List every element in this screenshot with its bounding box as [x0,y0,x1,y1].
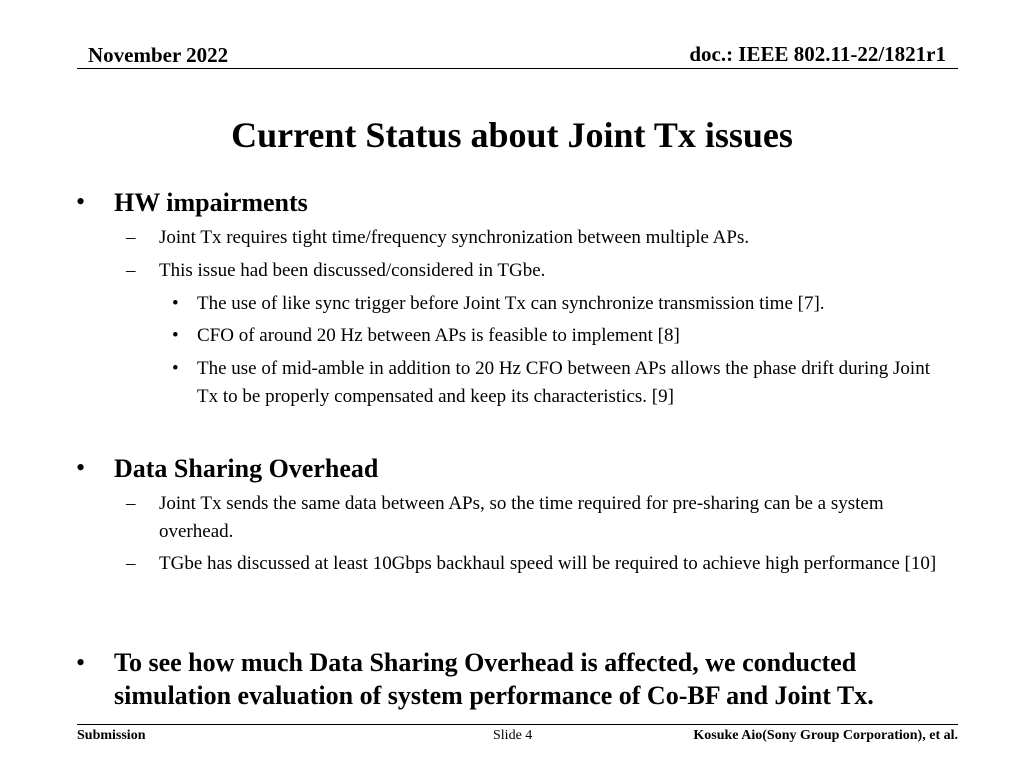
dash-marker: – [126,260,136,281]
subitem-sync-trigger: The use of like sync trigger before Joint Tx can synchronize transmission time [7]. [197,293,825,314]
section-heading-simulation-evaluation: To see how much Data Sharing Overhead is affected, we conducted simulation evaluation of system performance of Co-BF and Joint Tx. [114,648,874,710]
subitem-cfo: CFO of around 20 Hz between APs is feasible to implement [8] [197,325,680,346]
item-sync-requirement: Joint Tx requires tight time/frequency synchronization between multiple APs. [159,227,750,248]
item-tgbe-discussion: This issue had been discussed/considered in TGbe. [159,260,546,281]
subitem-mid-amble: The use of mid-amble in addition to 20 Hz CFO between APs allows the phase drift during Joint Tx to be properly compensated and keep its characteristics. [9] [197,358,930,407]
slide-title: Current Status about Joint Tx issues [231,115,793,155]
bullet-marker: • [76,648,86,677]
footer-divider [77,724,958,725]
header-date: November 2022 [88,43,229,67]
dot-marker: • [172,293,179,314]
item-pre-sharing-overhead: Joint Tx sends the same data between APs, so the time required for pre-sharing can be a system overhead. [159,493,884,542]
section-heading-data-sharing-overhead: Data Sharing Overhead [114,454,379,483]
header-divider [77,68,958,69]
footer-author: Kosuke Aio(Sony Group Corporation), et al. [693,728,958,743]
footer-slide-number: Slide 4 [493,728,533,743]
dash-marker: – [126,493,136,514]
bullet-marker: • [76,187,86,216]
section-heading-hw-impairments: HW impairments [114,188,308,217]
dot-marker: • [172,358,179,379]
header-doc-id: doc.: IEEE 802.11-22/1821r1 [689,42,946,66]
dash-marker: – [126,553,136,574]
item-backhaul-speed: TGbe has discussed at least 10Gbps backhaul speed will be required to achieve high performance [10] [159,553,937,574]
bullet-marker: • [76,453,86,482]
footer-submission: Submission [77,728,146,743]
dot-marker: • [172,325,179,346]
dash-marker: – [126,227,136,248]
